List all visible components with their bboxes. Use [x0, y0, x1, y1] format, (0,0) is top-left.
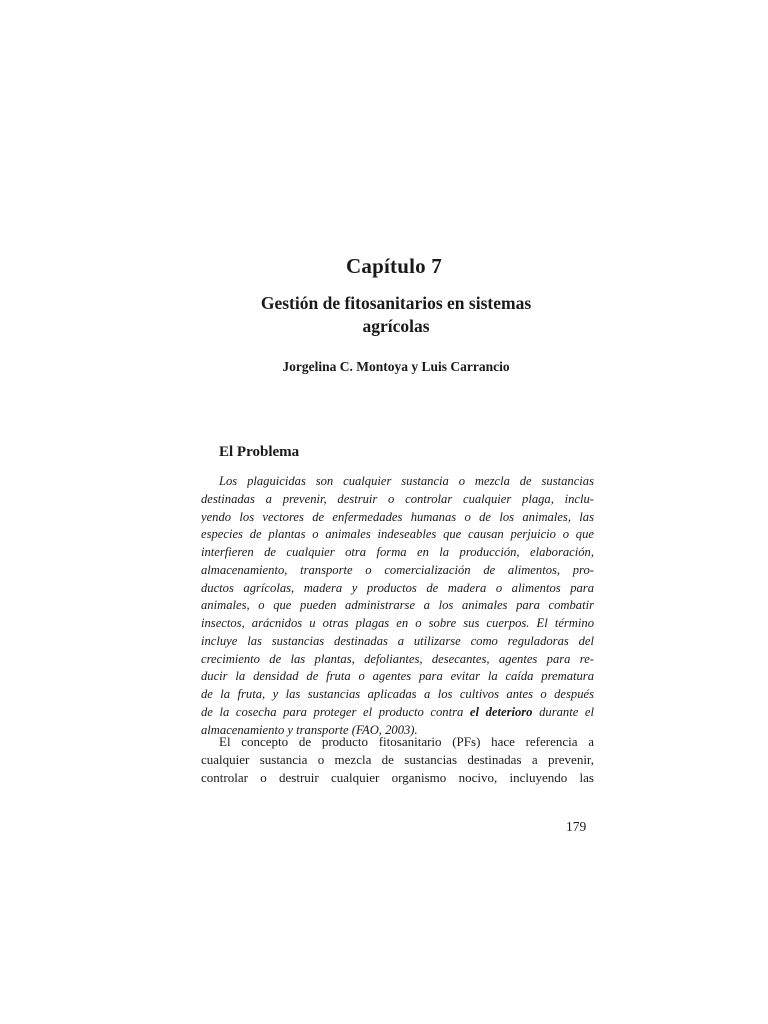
- chapter-label: Capítulo 7: [346, 254, 442, 278]
- paragraph-line-with-emphasis: [201, 704, 594, 722]
- paragraph-line: animales, o que pueden administrarse a los animales para combatir: [201, 598, 594, 613]
- line-text-before: de la cosecha para proteger el producto contra: [201, 704, 470, 719]
- paragraph-line: interfieren de cualquier otra forma en la producción, elaboración,: [201, 545, 594, 559]
- chapter-title-line-2: agrícolas: [362, 316, 430, 336]
- paragraph-line: especies de plantas o animales indeseables que causan perjuicio o que: [201, 527, 594, 542]
- paragraph-line: insectos, arácnidos u otras plagas en o sobre sus cuerpos. El término: [201, 616, 594, 630]
- paragraph-line: controlar o destruir cualquier organismo nocivo, incluyendo las: [201, 769, 594, 785]
- paragraph-line: almacenamiento y transporte (FAO, 2003).: [201, 722, 418, 737]
- page-number: 179: [566, 819, 587, 834]
- chapter-title: [0, 292, 768, 338]
- paragraph-line: crecimiento de las plantas, defoliantes, desecantes, agentes para re-: [201, 651, 594, 666]
- paragraph-line: El concepto de producto fitosanitario (PFs) hace referencia a: [219, 734, 594, 749]
- paragraph-line: de la fruta, y las sustancias aplicadas a los cultivos antes o después: [201, 687, 594, 701]
- paragraph-productos-fitosanitarios: [201, 733, 594, 786]
- line-text-after: durante el: [532, 704, 594, 719]
- paragraph-line: ducir la densidad de fruta o agentes para evitar la caída prematura: [201, 669, 594, 684]
- paragraph-line: incluye las sustancias destinadas a utilizarse como reguladoras del: [201, 633, 594, 648]
- paragraph-line: cualquier sustancia o mezcla de sustancias destinadas a prevenir,: [201, 751, 594, 767]
- emphasis-el-deterioro: el deterioro: [469, 704, 533, 719]
- section-heading: El Problema: [219, 444, 300, 460]
- paragraph-line: ductos agrícolas, madera y productos de madera o alimentos para: [201, 580, 594, 595]
- chapter-authors: Jorgelina C. Montoya y Luis Carrancio: [282, 359, 510, 374]
- paragraph-line: destinadas a prevenir, destruir o controlar cualquier plaga, inclu-: [201, 491, 594, 506]
- paragraph-line: almacenamiento, transporte o comercialización de alimentos, pro-: [201, 562, 594, 577]
- paragraph-line: Los plaguicidas son cualquier sustancia o mezcla de sustancias: [219, 474, 594, 488]
- paragraph-definition-plaguicidas: [201, 473, 594, 739]
- paragraph-line: yendo los vectores de enfermedades humanas o de los animales, las: [201, 509, 594, 524]
- chapter-title-line-1: Gestión de fitosanitarios en sistemas: [260, 293, 532, 313]
